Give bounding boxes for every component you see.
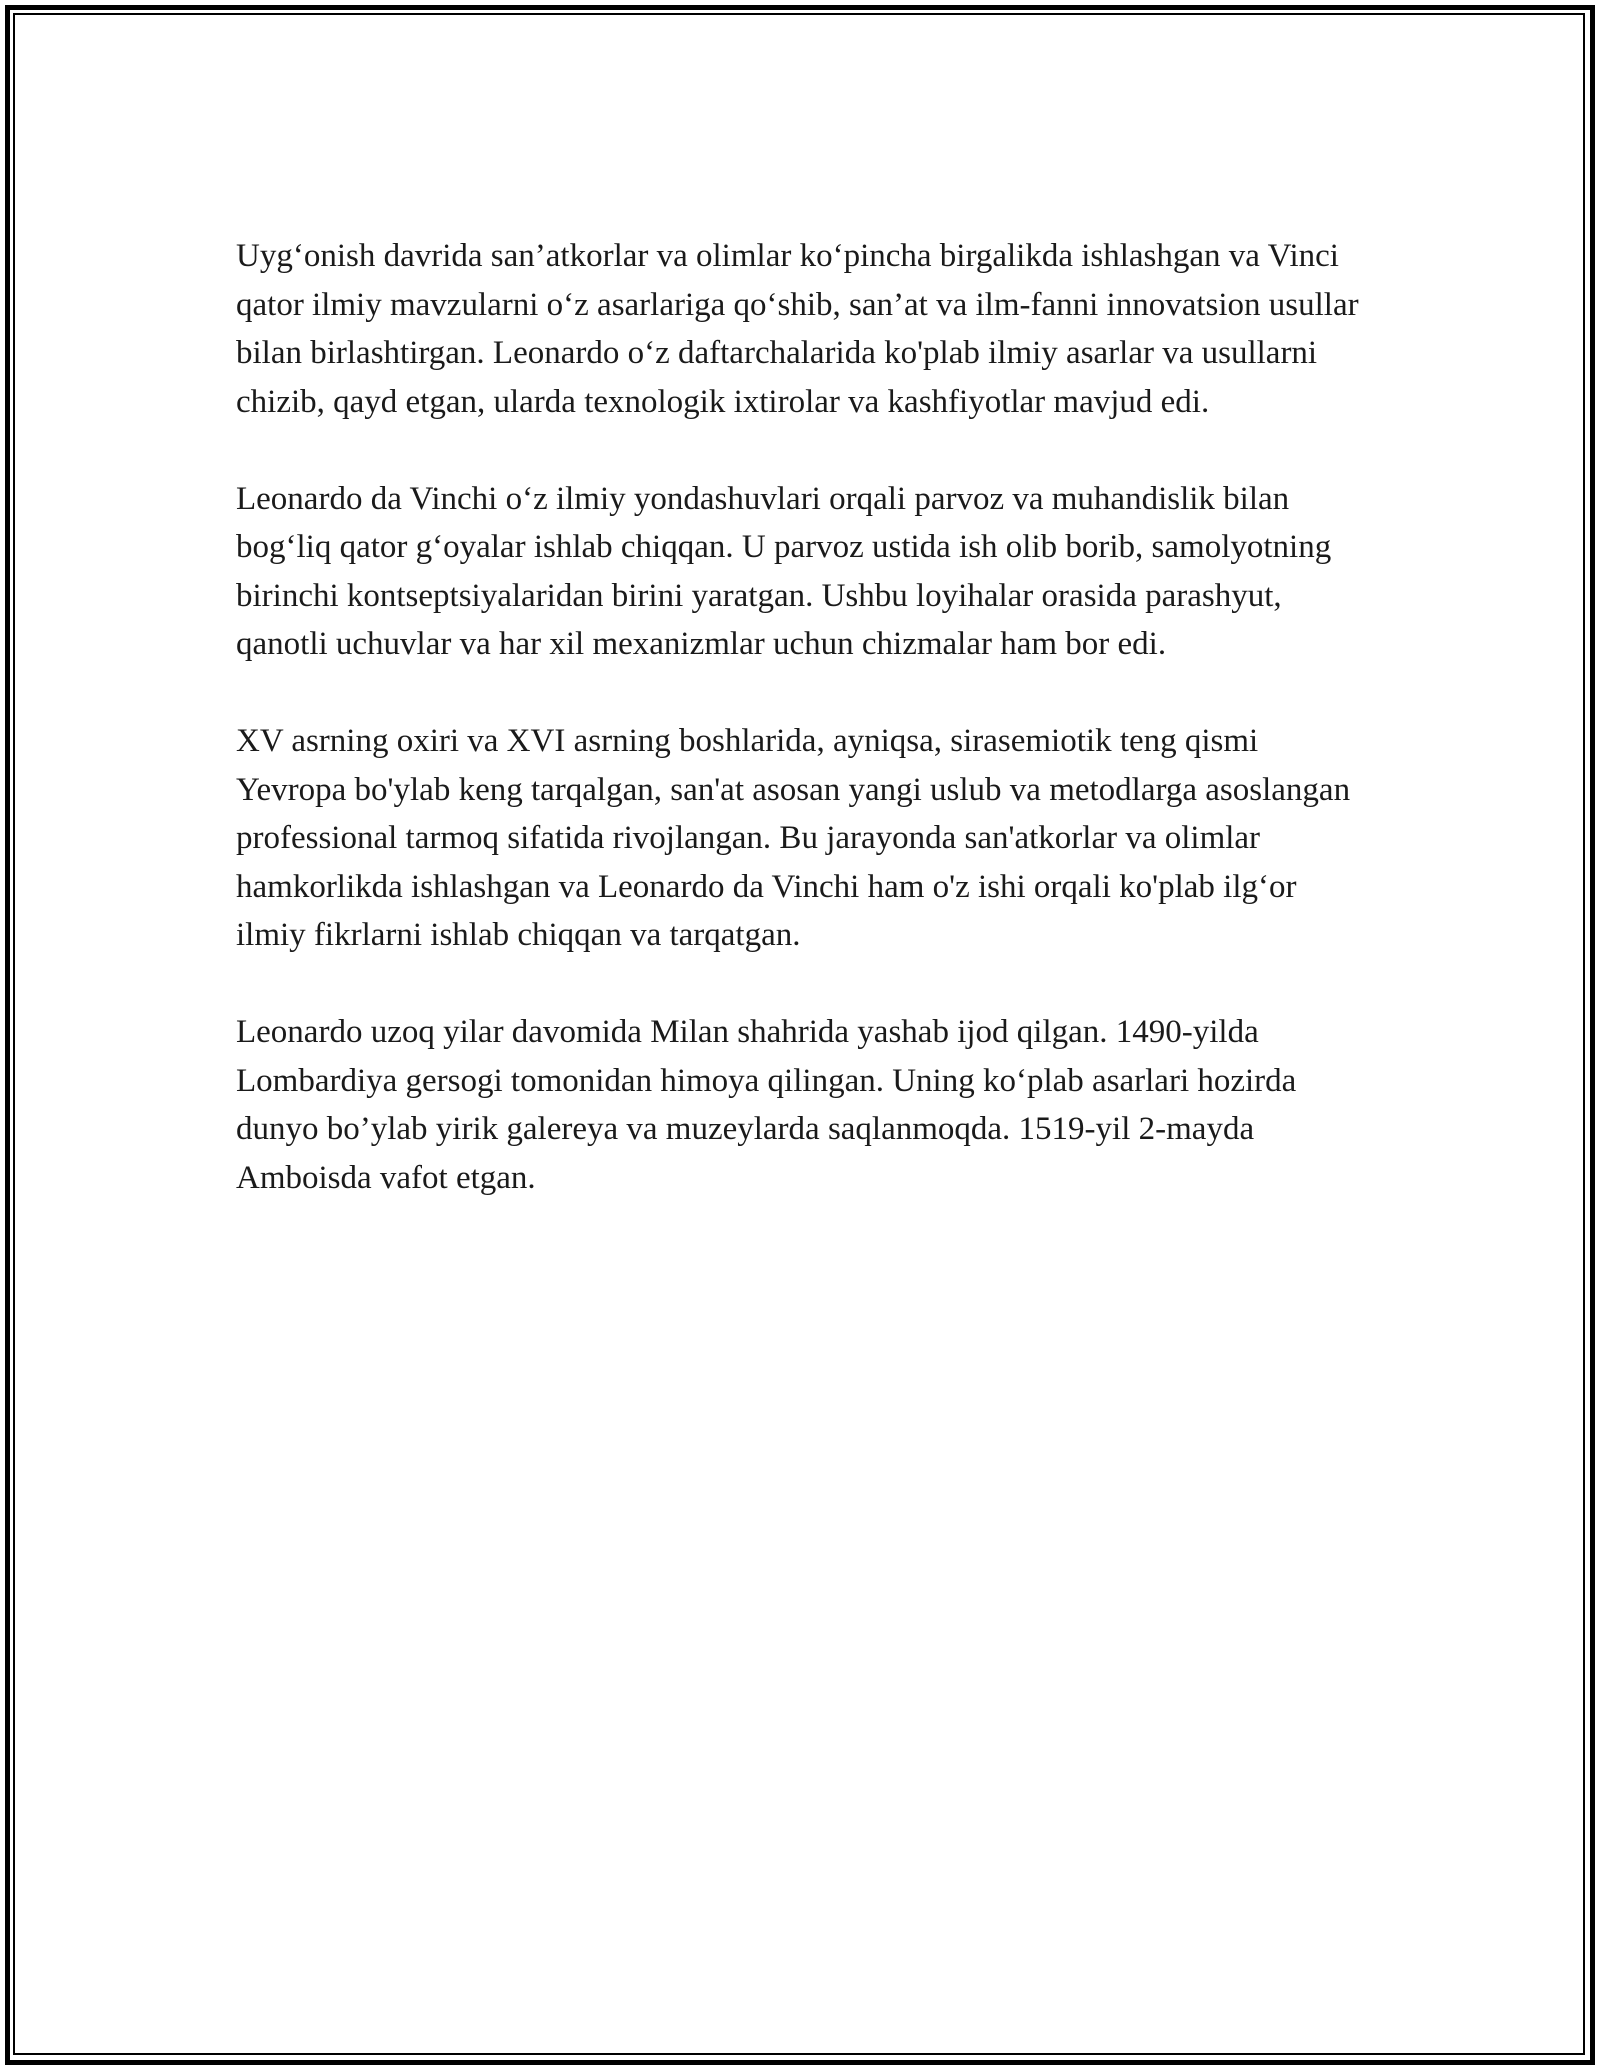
document-body xyxy=(236,232,1366,1251)
paragraph-15th-16th-century: XV asrning oxiri va XVI asrning boshlarida, ayniqsa, sirasemiotik teng qismi Yevropa bo'ylab keng tarqalgan, san'at asosan yangi uslub va metodlarga asoslangan professional tarmoq sifatida rivojlangan. Bu jarayonda san'atkorlar va olimlar hamkorlikda ishlashgan va Leonardo da Vinchi ham o'z ishi orqali ko'plab ilg‘or ilmiy fikrlarni ishlab chiqqan va tarqatgan. xyxy=(236,723,1351,953)
paragraph-milan-life: Leonardo uzoq yilar davomida Milan shahrida yashab ijod qilgan. 1490-yilda Lombardiya gersogi tomonidan himoya qilingan. Uning ko‘plab asarlari hozirda dunyo bo’ylab yirik galereya va muzeylarda saqlanmoqda. 1519-yil 2-mayda Amboisda vafot etgan. xyxy=(236,1014,1297,1196)
paragraph-flight-engineering: Leonardo da Vinchi o‘z ilmiy yondashuvlari orqali parvoz va muhandislik bilan bog‘liq qator g‘oyalar ishlab chiqqan. U parvoz ustida ish olib borib, samolyotning birinchi kontseptsiyalaridan birini yaratgan. Ushbu loyihalar orasida parashyut, qanotli uchuvlar va har xil mexanizmlar uchun chizmalar ham bor edi. xyxy=(236,480,1332,662)
paragraph-renaissance-collaboration: Uyg‘onish davrida san’atkorlar va olimlar ko‘pincha birgalikda ishlashgan va Vinci qator ilmiy mavzularni o‘z asarlariga qo‘shib, san’at va ilm-fanni innovatsion usullar bilan birlashtirgan. Leonardo o‘z daftarchalarida ko'plab ilmiy asarlar va usullarni chizib, qayd etgan, ularda texnologik ixtirolar va kashfiyotlar mavjud edi. xyxy=(236,238,1359,420)
